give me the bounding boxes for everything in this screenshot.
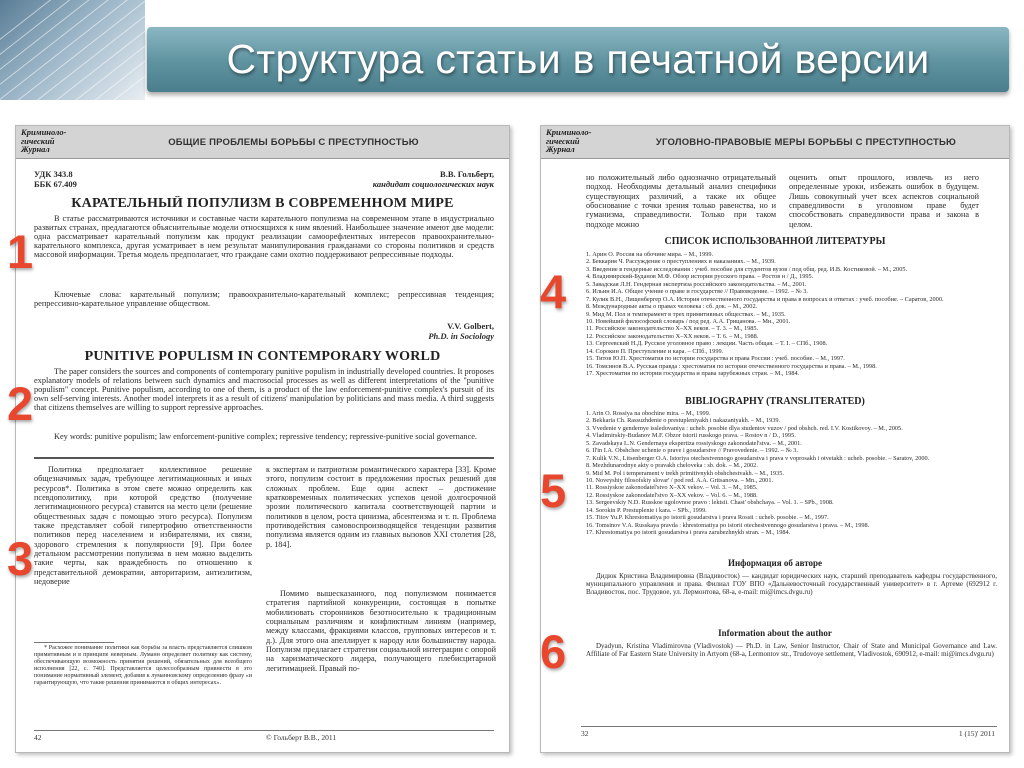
footer-rule <box>581 726 997 727</box>
section-header: УГОЛОВНО-ПРАВОВЫЕ МЕРЫ БОРЬБЫ С ПРЕСТУПНОСТЬЮ <box>655 137 957 148</box>
references-heading: СПИСОК ИСПОЛЬЗОВАННОЙ ЛИТЕРАТУРЫ <box>664 236 886 247</box>
reference-item: 2. Bekkaria Ch. Rassuzhdenie o prestupleniyakh i nakazaniyakh. – M., 1939. <box>586 417 781 425</box>
section-header: ОБЩИЕ ПРОБЛЕМЫ БОРЬБЫ С ПРЕСТУПНОСТЬЮ <box>168 137 419 148</box>
reference-item: 12. Российское законодательство X–XX веков. – Т. 6. – М., 1988. <box>586 332 759 340</box>
reference-item: 6. Il'in I.A. Obshchee uchenie o prave i gosudarstve // Pravovedenie. – 1992. – № 3. <box>586 447 798 455</box>
udk-code: УДК 343.8 <box>34 170 73 179</box>
reference-item: 1. Arin O. Rossiya na obochine mira. – M., 1999. <box>586 410 711 417</box>
reference-item: 13. Sergeevskiy N.D. Russkoe ugolovnoe pravo : lektsii. Chast' obshchaya. – Vol. 1. – SPb., 1908. <box>586 499 834 507</box>
author-info-ru: Дидюк Кристина Владимировна (Владивосток) — кандидат юридических наук, старший преподаватель кафедры государственного, муниципального управления и права. Филиал ГОУ ВПО «Дальневосточный государственный университет» в г. Артеме (692912 г. Владивосток, пос. Трудовое, ул. Лермонтова, 68-а, e-mail: mi@imcs.dvgu.ru) <box>586 572 997 596</box>
article-title-ru: КАРАТЕЛЬНЫЙ ПОПУЛИЗМ В СОВРЕМЕННОМ МИРЕ <box>71 196 454 211</box>
page-header <box>541 126 1009 159</box>
page-number: 32 <box>581 729 589 738</box>
section-marker-5: 5 <box>540 464 567 517</box>
reference-item: 9. Мид М. Пол и темперамент в трех примитивных обществах. – М., 1935. <box>586 310 786 318</box>
author-en: V.V. Golbert, <box>447 322 494 331</box>
references-list-ru <box>586 251 997 393</box>
reference-item: 6. Ильин И.А. Общее учение о праве и государстве // Правоведение. – 1992. – № 3. <box>586 288 808 296</box>
reference-item: 3. Vvedenie v gendernye issledovaniya : ucheb. posobie dlya studentov vuzov / pod obshch. red. I.V. Kostikovoy. – M., 2005. <box>586 424 903 432</box>
reference-item: 16. Tomsinov V.A. Russkaya pravda : khrestomatiya po istorii otechestvennogo gosudarstva i prava. – M., 1998. <box>586 521 870 529</box>
footer-rule <box>34 730 494 731</box>
reference-item: 16. Томсинов В.А. Русская правда : хрестоматия по истории отечественного государства и права. – М., 1998. <box>586 362 877 370</box>
reference-item: 12. Rossiyskoe zakonodatel'stvo X–XX vekov. – Vol. 6. – M., 1988. <box>586 491 758 499</box>
reference-item: 13. Сергеевский Н.Д. Русское уголовное право : лекции. Часть общая. – Т. I. – СПб., 1908. <box>586 340 828 348</box>
section-marker-2: 2 <box>7 377 34 430</box>
reference-item: 15. Titov Yu.P. Khrestomatiya po istorii gosudarstva i prava Rossii : ucheb. posobie. – M., 1997. <box>586 514 829 522</box>
section-marker-4: 4 <box>540 265 567 318</box>
journal-logo: Криминоло- гический Журнал <box>21 127 67 154</box>
reference-item: 14. Сорокин П. Преступление и кара. – СПб., 1999. <box>586 347 724 355</box>
title-banner <box>147 27 1009 92</box>
issue-number: 1 (15)' 2011 <box>958 729 995 738</box>
body-column-2a: к экспертам и патриотизм романтического характера [33]. Кроме этого, популизм состоит в предложении простых решений для сложных проблем. Еще один аспект – достижение кратковременных политических успехов ценой долгосрочной эрозии политического капитала соответствующей партии и политиков в целом, роста цинизма, абсентеизма и т. п. Проблема противодействия самовоспроизводящейся тенденции развития популизма является одним из главных вызовов XXI столетия [28, р. 184]. <box>266 465 496 549</box>
right-journal-page <box>540 125 1010 753</box>
section-marker-3: 3 <box>7 532 34 585</box>
reference-item: 14. Sorokin P. Prestuplenie i kara. – SPb., 1999. <box>586 506 707 514</box>
reference-item: 9. Mid M. Pol i temperament v trekh primitivnykh obshchestvakh. – M., 1935. <box>586 469 784 477</box>
reference-item: 15. Титов Ю.П. Хрестоматия по истории государства и права России : учеб. пособие. – М., 1997. <box>586 355 845 363</box>
keywords-en: Key words: punitive populism; law enforcement-punitive complex; repressive tendency; repressive-punitive social governance. <box>54 432 478 441</box>
reference-item: 2. Беккария Ч. Рассуждение о преступлениях и наказаниях. – М., 1939. <box>586 258 776 266</box>
section-marker-1: 1 <box>7 225 34 278</box>
top-text-column-2: оценить опыт прошлого, извлечь из него определенные уроки, избежать ошибок в будущем. Лишь совокупный учет всех аспектов социальной справедливости в уголовном праве будет способствовать справедливости права и закона в целом. <box>789 173 979 229</box>
author-degree-en: Ph.D. in Sociology <box>428 332 494 341</box>
reference-item: 5. Zavadskaya L.N. Gendernaya ekspertiza rossiyskogo zakonodatel'stva. – M., 2001. <box>586 439 802 447</box>
reference-item: 8. Mezhdunarodnye akty o pravakh cheloveka : sb. dok. – M., 2002. <box>586 462 758 470</box>
reference-item: 11. Rossiyskoe zakonodatel'stvo X–XX vekov. – Vol. 3. – M., 1985. <box>586 484 758 492</box>
author-info-heading-ru: Информация об авторе <box>727 558 823 568</box>
body-column-2b: Помимо вышесказанного, под популизмом понимается стратегия партийной конкуренции, состоящая в попытке мобилизовать сторонников безотносительно к традиционным социальным различиям и конфликтным линиям (например, между классами, фракциями классов, групповых интересов и т. д.). Для этого она апеллирует к народу или большинству народа. Популизм предлагает стратегии социальной интеграции с опорой на харизматического лидера, получающего плебисцитарной легитимацией. Правый по- <box>266 589 496 673</box>
corner-decoration <box>0 0 145 100</box>
reference-item: 7. Kulik V.N., Litsenberger O.A. Istoriya otechestvennogo gosudarstva i prava v voprosakh i otvetakh : ucheb. posobie. – Saratov, 2000. <box>586 454 930 462</box>
reference-item: 4. Vladimirskiy-Budanov M.F. Obzor istorii russkogo prava. – Rostov n / D., 1995. <box>586 432 796 440</box>
section-divider <box>34 457 494 459</box>
author-info-en: Dyadyun, Kristina Vladimirovna (Vladivostok) — Ph.D. in Law, Senior Instructor, Chair of State and Municipal Governance and Law. Affiliate of Far Eastern State University in Artyom (68-a, Lermontov str., Trudovoye settlement, Vladivostok, 690912, e-mail: mi@imcs.dvgu.ru) <box>586 642 997 658</box>
reference-item: 7. Кулик В.Н., Лищенбергер О.А. История отечественного государства и права в вопросах и ответах : учеб. пособие. – Саратов, 2000. <box>586 295 944 303</box>
reference-item: 17. Khrestomatiya po istorii gosudarstva i prava zarubezhnykh stran. – M., 1984. <box>586 529 791 536</box>
references-list-en <box>586 410 997 553</box>
author-info-heading-en: Information about the author <box>718 628 832 638</box>
reference-item: 8. Международные акты о правах человека : сб. док. – М., 2002. <box>586 303 758 311</box>
slide-title: Структура статьи в печатной версии <box>226 36 930 82</box>
reference-item: 4. Владимирский-Буданов М.Ф. Обзор истории русского права. – Ростов н / Д., 1995. <box>586 273 814 281</box>
abstract-en: The paper considers the sources and components of contemporary punitive populism in industrially developed countries. It proposes explanatory models of relations between such dynamics and macrosocial processes as well as different interpretations of the "punitive populism" concept. Punitive populism, according to one of them, is a product of the law enforcement-punitive complex's pursuit of its own self-serving interests. Another model interprets it as a result of citizens' manipulation by politicians and mass media. A third suggests that citizens themselves are willing to support repressive approaches. <box>34 367 494 413</box>
top-text-column-1: но положительный либо однозначно отрицательный подход. Необходимы детальный анализ специфики существующих различий, а также их общее обоснование с точки зрения только равенства, но и гуманизма, справедливости. Только при таком подходе можно <box>586 173 776 229</box>
abstract-ru: В статье рассматриваются источники и составные части карательного популизма на современном этапе в индустриально развитых странах, предлагаются объяснительные модели относящихся к ним явлений. Наибольшее значение имеют две модели: одна рассматривает карательный популизм как продукт реализации самоорефлентных интересов правоохранительно-карательного комплекса, другая усматривает в нем результат манипулирования гражданами со стороны политиков и средств массовой информации. Третья модель предполагает, что граждане сами охотно поддерживают репрессивные подходы. <box>34 214 494 260</box>
author-ru: В.В. Гольберт, <box>440 170 494 179</box>
left-journal-page <box>15 125 510 753</box>
reference-item: 11. Российское законодательство X–XX веков. – Т. 3. – М., 1985. <box>586 325 759 333</box>
reference-item: 17. Хрестоматия по истории государства и права зарубежных стран. – М., 1984. <box>586 370 800 377</box>
reference-item: 10. Noveyshiy filosofskiy slovar' / pod red. A.A. Gritsanova. – Mn., 2001. <box>586 476 774 484</box>
bbk-code: ББК 67.409 <box>34 180 77 189</box>
body-column-1: Политика предполагает коллективное решение общезначимых задач, требующее легитимационных и иных ресурсов*. Политика в этом свете можно определить как псевдополитику, при которой средство (получение легитимационного ресурса) ставится на место цели (решение общественных задач с помощью этого ресурса). Популизм также представляет собой гипертрофию ответственности политиков перед населением и избирателями, их связи, здорового стремления к популярности [9]. При более детальном рассмотрении популизма в нем можно выделить такие черты, как враждебность по отношению к представительной демократии, авторитаризм, антиэлитизм, недоверие <box>34 465 252 587</box>
reference-item: 5. Завадская Л.Н. Гендерная экспертиза российского законодательства. – М., 2001. <box>586 280 807 288</box>
footnote-divider <box>34 642 114 643</box>
page-number: 42 <box>34 733 42 742</box>
copyright: © Гольберт В.В., 2011 <box>266 733 337 742</box>
footnote: * Расхожее понимание политики как борьбы за власть представляется слишком примитивным и в принципе неверным. Луманн определяет политику как систему, обеспечивающую возможность принятия решений, обязательных для всеобщего исполнения [22, с. 740]. Представляется целесообразным привнести в это понимание нормативный элемент, добавив к луманновскому определению фразу «и гарантирующую, что такие решения принимаются в общих интересах». <box>34 645 252 686</box>
article-title-en: PUNITIVE POPULISM IN CONTEMPORARY WORLD <box>84 349 441 364</box>
author-degree-ru: кандидат социологических наук <box>372 180 494 189</box>
reference-item: 3. Введение в гендерные исследования : учеб. пособие для студентов вузов / под общ. ред. И.В. Костиковой. – М., 2005. <box>586 265 908 273</box>
bibliography-heading: BIBLIOGRAPHY (TRANSLITERATED) <box>685 396 865 407</box>
journal-logo: Криминоло- гический Журнал <box>546 127 592 154</box>
keywords-ru: Ключевые слова: карательный популизм; правоохранительно-карательный комплекс; репрессивная тенденция; репрессивно-карательное управление обществом. <box>34 290 494 309</box>
reference-item: 10. Новейший философский словарь / под ред. А.А. Грицанова. – Мн., 2001. <box>586 317 791 325</box>
section-marker-6: 6 <box>540 625 567 678</box>
page-header <box>16 126 509 159</box>
reference-item: 1. Арин О. Россия на обочине мира. – М., 1999. <box>586 251 714 258</box>
